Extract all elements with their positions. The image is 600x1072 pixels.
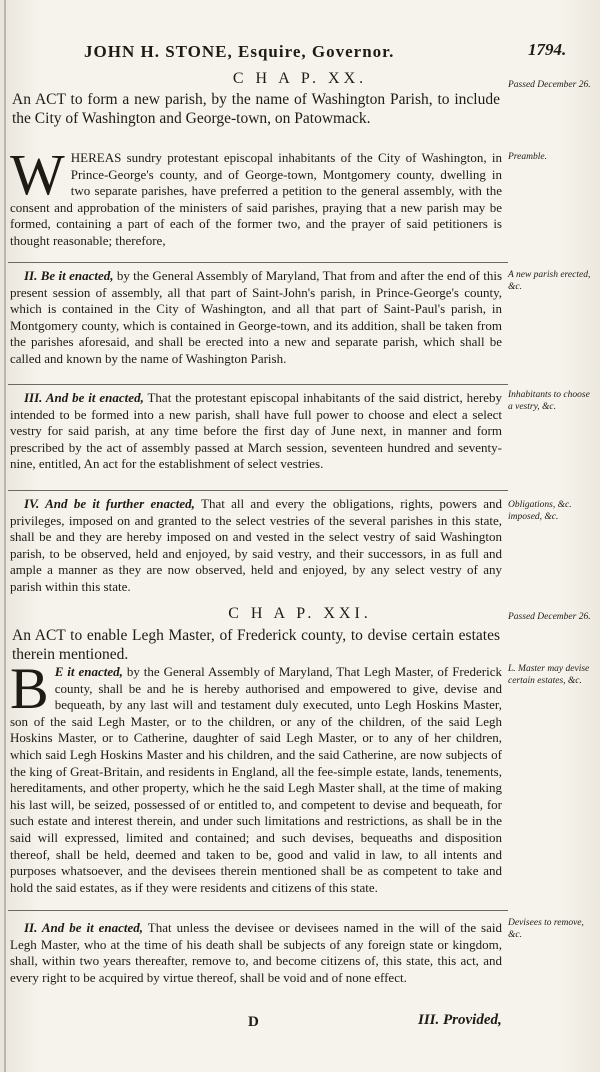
section-text: That all and every the obligations, rights, powers and privileges, imposed on and granted to the select vestries of the several parishes in this state, shall be and they are hereby imposed on and vested in the select vestry of said Washington parish, to be observed, held and enjoyed, by said vestry, and their successors, in as full and ample a manner as they are now observed, held and enjoyed, by any select vestry of any parish within this state.	[10, 496, 502, 594]
chapter-heading-21: C H A P. XXI.	[228, 605, 372, 622]
section-text: That the protestant episcopal inhabitants of the said district, hereby intended to be formed into a new parish, shall have full power to choose and elect a select vestry for said parish, at any time before the first day of June next, in manner and form prescribed by the act of assembly passed at March session, seventeen hundred and seventy-nine, entitled, An act for the establishment of select vestries.	[10, 390, 503, 472]
section-text: by the General Assembly of Maryland, That from and after the end of this present session of assembly, all that part of Saint-John's parish, in Prince-George's county, which is contained in the City of Washington, and all that part of Saint-Paul's parish, in Montgomery county, which is contained in George-town, and its addition, shall be taken from the parishes aforesaid, and shall be erected into a new and separate parish, which shall be called and known by the name of Washington Parish.	[10, 268, 502, 366]
margin-note-passed-20: Passed December 26.	[508, 80, 591, 90]
section-2-chap-21	[10, 920, 502, 986]
margin-note-vestry: Inhabitants to choose a vestry, &c.	[508, 390, 590, 412]
dropcap-b: B	[10, 656, 49, 721]
section-text: by the General Assembly of Maryland, That Legh Master, of Frederick county, shall be and he is hereby authorised and empowered to give, devise and bequeath, by any last will and testament duly executed, unto Legh Hoskins Master, son of the said Legh Master, or to the children, or any of the children, of the said Legh Hoskins Master, or to Catherine, daughter of said Legh Master, or to any of her children, which said Legh Hoskins Master and his children, and the said Catherine, are now subjects of the king of Great-Britain, and residents in England, all the fee-simple estate, lands, tenements, hereditaments, and other property, which he the said Legh Master shall, at the time of making his last will, be seized, possessed of or entitled to, and competent to devise and bequeath, for such estate and interest therein, and under such limitations and restrictions, as shall be in the said will expressed, limited and contained; and such devises, bequeaths and disposition thereof, shall be held, deemed and taken to be, good and valid in law, to all intents and purposes whatsoever, and the devisees therein mentioned shall be as competent to take and hold the said estates, as if they were residents and citizens of this state.	[10, 664, 502, 895]
section-2-chap-20	[10, 268, 502, 368]
section-divider	[8, 384, 508, 385]
section-text: That unless the devisee or devisees named in the will of the said Legh Master, who at the time of his death shall be subjects of any foreign state or kingdom, shall, within two years thereafter, remove to, and become citizens of, this state, this act, and every right to be acquired by virtue thereof, shall be void and of none effect.	[10, 920, 502, 985]
dropcap-w: W	[10, 142, 65, 207]
section-lead: IV. And be it further enacted,	[24, 496, 195, 511]
act-title-21: An ACT to enable Legh Master, of Frederick county, to devise certain estates therein mentioned.	[12, 627, 500, 663]
running-title: JOHN H. STONE, Esquire, Governor.	[84, 42, 395, 61]
section-lead: E it enacted,	[54, 664, 123, 679]
margin-note-passed-21: Passed December 26.	[508, 612, 591, 622]
section-divider	[8, 910, 508, 911]
margin-note-devise: L. Master may devise certain estates, &c.	[508, 664, 590, 686]
page-number: 1794.	[528, 40, 567, 59]
section-4-chap-20	[10, 496, 502, 596]
act-title-20: An ACT to form a new parish, by the name of Washington Parish, to include the City of Washington and George-town, on Patowmack.	[12, 91, 500, 127]
signature-mark: D	[248, 1014, 259, 1030]
binding-edge	[4, 0, 6, 1072]
section-lead: II. And be it enacted,	[24, 920, 144, 935]
margin-note-preamble: Preamble.	[508, 152, 547, 162]
margin-note-devisees: Devisees to remove, &c.	[508, 918, 584, 940]
section-lead: II. Be it enacted,	[24, 268, 114, 283]
preamble-text: HEREAS sundry protestant episcopal inhabitants of the City of Washington, in Prince-George's county, and of George-town, Montgomery county, dwelling in two separate parishes, have preferred a petition to the general assembly, with the consent and approbation of the ministers of said parishes, praying that a new parish may be formed, containing a part of each of the former two, and the prayer of said petitioners is thought reasonable; therefore,	[10, 150, 502, 248]
catchword: III. Provided,	[418, 1012, 502, 1028]
section-divider	[8, 490, 508, 491]
margin-note-new-parish: A new parish erected, &c.	[508, 270, 591, 292]
section-divider	[8, 262, 508, 263]
margin-note-obligations: Obligations, &c. imposed, &c.	[508, 500, 572, 522]
section-1-chap-21	[10, 656, 502, 896]
chapter-heading-20: C H A P. XX.	[232, 70, 368, 87]
section-lead: III. And be it enacted,	[24, 390, 144, 405]
section-3-chap-20	[10, 390, 502, 473]
preamble-paragraph	[10, 142, 502, 250]
